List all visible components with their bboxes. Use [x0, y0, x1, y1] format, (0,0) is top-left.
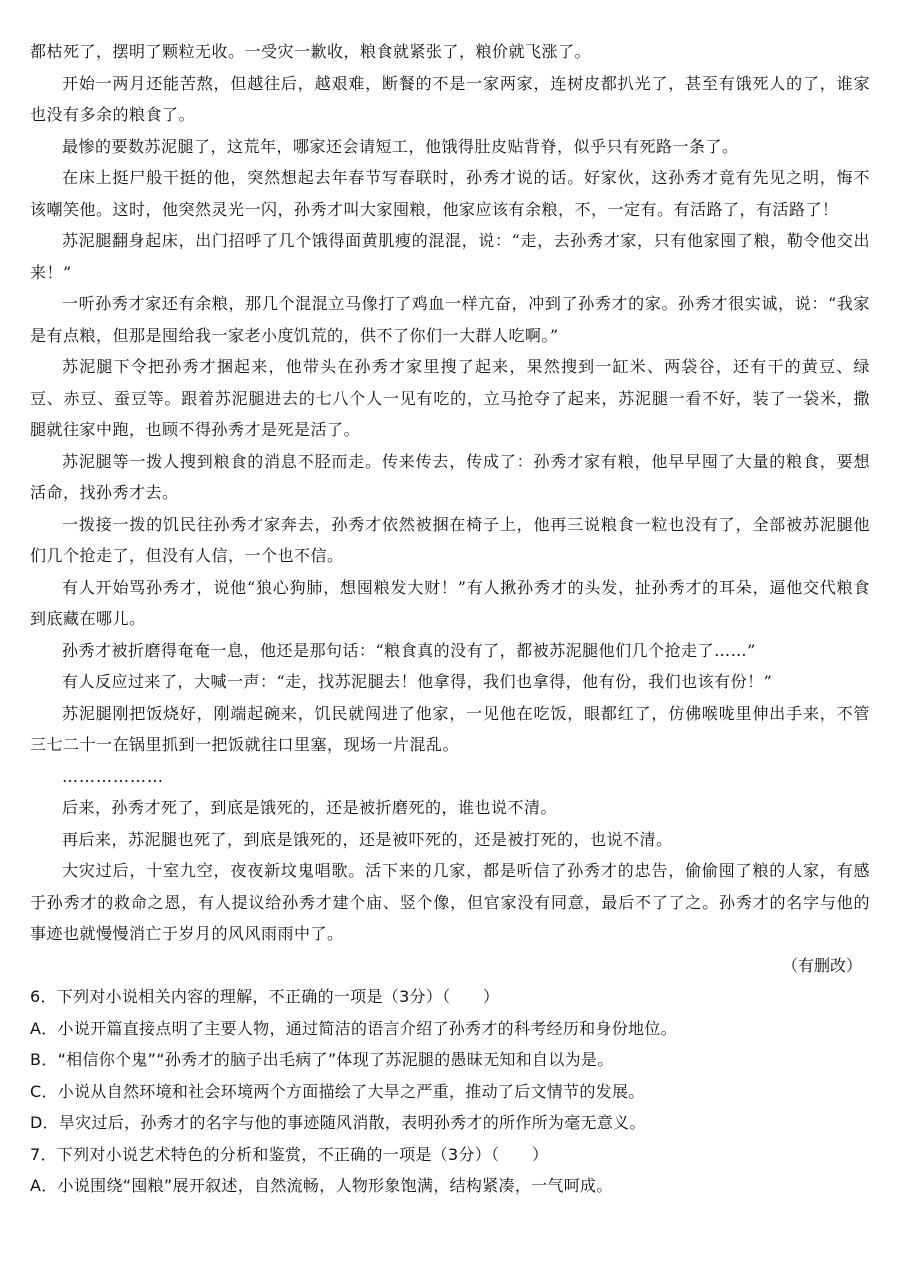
paragraph: 苏泥腿下令把孙秀才捆起来，他带头在孙秀才家里搜了起来，果然搜到一缸米、两袋谷，还有干的黄豆、绿豆、赤豆、蚕豆等。跟着苏泥腿进去的七八个人一见有吃的，立马抢夺了起来，苏泥腿一看不好，装了一袋米，撒腿就往家中跑，也顾不得孙秀才是死是活了。	[30, 357, 870, 439]
option-c: C．小说从自然环境和社会环境两个方面描绘了大旱之严重，推动了后文情节的发展。	[30, 1081, 645, 1101]
question-stem: 7．下列对小说艺术特色的分析和鉴赏，不正确的一项是（3分）（ ）	[30, 1144, 549, 1164]
ellipsis-divider: ………………	[62, 766, 164, 786]
question-7	[30, 1139, 870, 1202]
option-b: B．“相信你个鬼”“孙秀才的脑子出毛病了”体现了苏泥腿的愚昧无知和自以为是。	[30, 1050, 614, 1069]
paragraph: 在床上挺尸般干挺的他，突然想起去年春节写春联时，孙秀才说的话。好家伙，这孙秀才竟有先见之明，悔不该嘲笑他。这时，他突然灵光一闪，孙秀才叫大家囤粮，他家应该有余粮，不，一定有。有活路了，有活路了！	[30, 168, 870, 219]
option-d: D．旱灾过后，孙秀才的名字与他的事迹随风消散，表明孙秀才的所作所为毫无意义。	[30, 1113, 646, 1132]
paragraph: 苏泥腿等一拨人搜到粮食的消息不胫而走。传来传去，传成了：孙秀才家有粮，他早早囤了大量的粮食，要想活命，找孙秀才去。	[30, 451, 870, 502]
paragraph: 开始一两月还能苦熬，但越往后，越艰难，断餐的不是一家两家，连树皮都扒光了，甚至有饿死人的了，谁家也没有多余的粮食了。	[30, 73, 870, 124]
question-stem: 6．下列对小说相关内容的理解，不正确的一项是（3分）（ ）	[30, 987, 500, 1006]
option-a: A．小说开篇直接点明了主要人物，通过简洁的语言介绍了孙秀才的科考经历和身份地位。	[30, 1018, 677, 1038]
paragraph: 一拨接一拨的饥民往孙秀才家奔去，孙秀才依然被捆在椅子上，他再三说粮食一粒也没有了，全部被苏泥腿他们几个抢走了，但没有人信，一个也不信。	[30, 514, 870, 565]
paragraph: 大灾过后，十室九空，夜夜新坟鬼唱歌。活下来的几家，都是听信了孙秀才的忠告，偷偷囤了粮的人家，有感于孙秀才的救命之恩，有人提议给孙秀才建个庙、竖个像，但官家没有同意，最后不了了之。孙秀才的名字与他的事迹也就慢慢消亡于岁月的风风雨雨中了。	[30, 861, 870, 943]
question-6	[30, 981, 870, 1139]
source-note: （有删改）	[781, 955, 862, 975]
paragraph: 一听孙秀才家还有余粮，那几个混混立马像打了鸡血一样亢奋，冲到了孙秀才的家。孙秀才很实诚，说：“我家是有点粮，但那是囤给我一家老小度饥荒的，供不了你们一大群人吃啊。”	[30, 294, 870, 345]
paragraph: 再后来，苏泥腿也死了，到底是饿死的，还是被吓死的，还是被打死的，也说不清。	[62, 829, 673, 849]
paragraph: 苏泥腿刚把饭烧好，刚端起碗来，饥民就闯进了他家，一见他在吃饭，眼都红了，仿佛喉咙里伸出手来，不管三七二十一在锅里抓到一把饭就往口里塞，现场一片混乱。	[30, 703, 870, 754]
paragraph: 都枯死了，摆明了颗粒无收。一受灾一歉收，粮食就紧张了，粮价就飞涨了。	[30, 42, 592, 61]
paragraph: 苏泥腿翻身起床，出门招呼了几个饿得面黄肌瘦的混混，说：“走，去孙秀才家，只有他家囤了粮，勒令他交出来！”	[30, 231, 870, 282]
paragraph: 最惨的要数苏泥腿了，这荒年，哪家还会请短工，他饿得肚皮贴背脊，似乎只有死路一条了。	[62, 136, 739, 156]
paragraph: 有人开始骂孙秀才，说他“狼心狗肺，想囤粮发大财！”有人揪孙秀才的头发，扯孙秀才的耳朵，逼他交代粮食到底藏在哪儿。	[30, 577, 870, 628]
paragraph: 有人反应过来了，大喊一声：“走，找苏泥腿去！他拿得，我们也拿得，他有份，我们也该有份！”	[62, 672, 773, 691]
option-a: A．小说围绕“囤粮”展开叙述，自然流畅，人物形象饱满，结构紧凑，一气呵成。	[30, 1176, 613, 1195]
paragraph: 后来，孙秀才死了，到底是饿死的，还是被折磨死的，谁也说不清。	[62, 798, 558, 817]
paragraph: 孙秀才被折磨得奄奄一息，他还是那句话：“粮食真的没有了，都被苏泥腿他们几个抢走了……”	[62, 640, 756, 660]
